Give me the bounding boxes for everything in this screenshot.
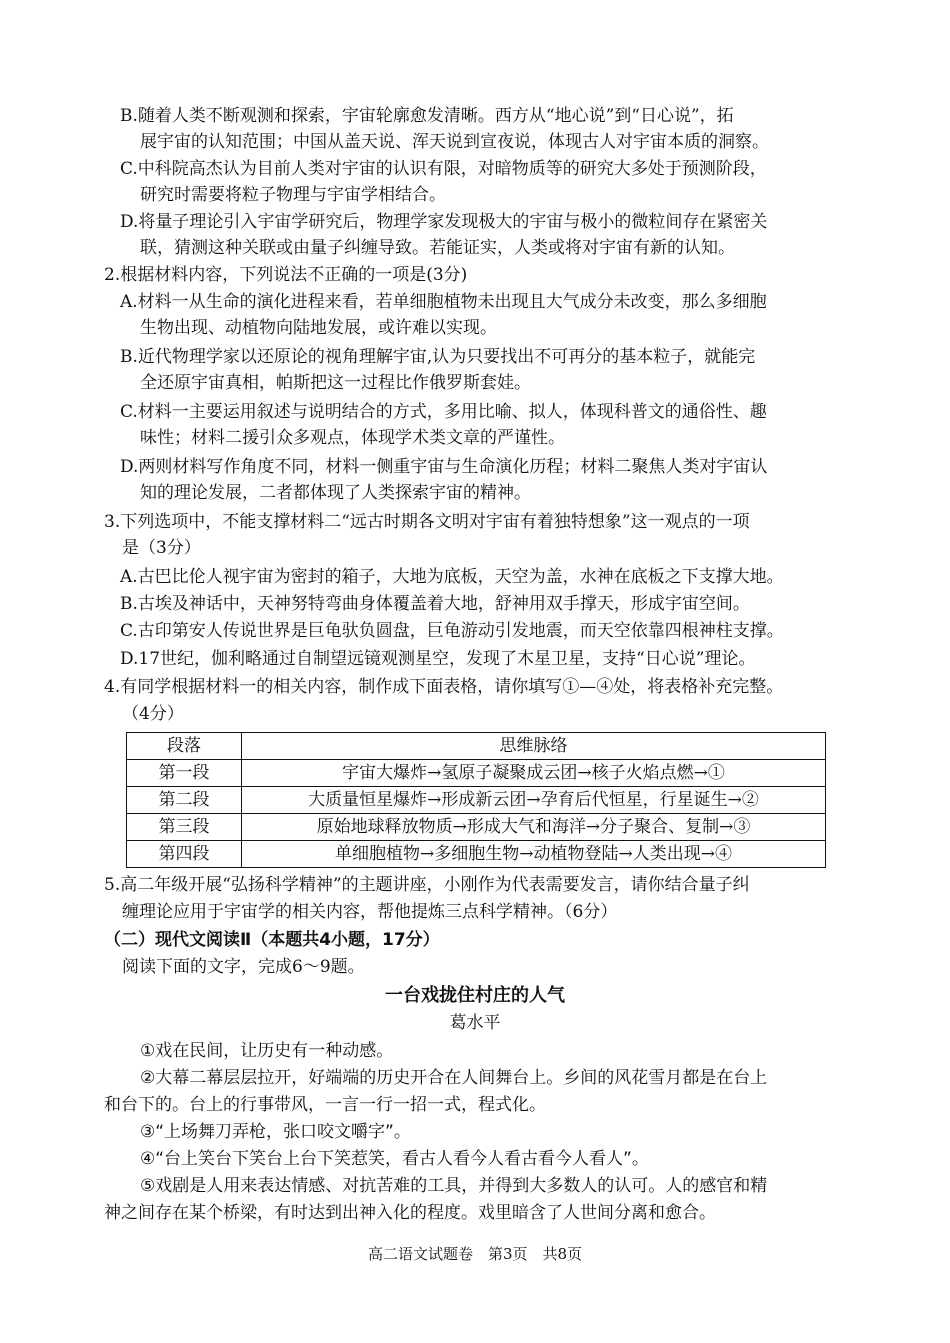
paragraph-5-line1: ⑤戏剧是人用来表达情感、对抗苦难的工具，并得到大多数人的认可。人的感官和精 <box>140 1176 768 1196</box>
table-cell: 第三段 <box>127 814 242 841</box>
q2-option-d-line2: 知的理论发展，二者都体现了人类探索宇宙的精神。 <box>140 483 531 503</box>
table-row <box>127 841 826 868</box>
table-header-cell: 段落 <box>127 733 242 760</box>
section-heading: （二）现代文阅读Ⅱ（本题共4小题，17分） <box>104 930 440 950</box>
table-cell: 原始地球释放物质→形成大气和海洋→分子聚合、复制→③ <box>242 814 826 841</box>
table-cell: 第二段 <box>127 787 242 814</box>
article-author: 葛水平 <box>449 1013 501 1033</box>
table-header-cell: 思维脉络 <box>242 733 826 760</box>
table-row <box>127 814 826 841</box>
q3-option-c: C.古印第安人传说世界是巨龟驮负圆盘，巨龟游动引发地震，而天空依靠四根神柱支撑。 <box>120 621 784 641</box>
q2-option-a-line2: 生物出现、动植物向陆地发展，或许难以实现。 <box>140 318 497 338</box>
paragraph-2-line2: 和台下的。台上的行事带风，一言一行一招一式，程式化。 <box>104 1095 546 1115</box>
table-cell: 单细胞植物→多细胞生物→动植物登陆→人类出现→④ <box>242 841 826 868</box>
page-footer: 高二语文试题卷 第3页 共8页 <box>367 1245 583 1263</box>
q5-line1: 5.高二年级开展“弘扬科学精神”的主题讲座，小刚作为代表需要发言，请你结合量子纠 <box>104 875 750 895</box>
table-cell: 宇宙大爆炸→氢原子凝聚成云团→核子火焰点燃→① <box>242 760 826 787</box>
q1-option-d-line2: 联，猜测这种关联或由量子纠缠导致。若能证实，人类或将对宇宙有新的认知。 <box>140 238 735 258</box>
paragraph-4: ④“台上笑台下笑台上台下笑惹笑，看古人看今人看古看今人看人”。 <box>140 1149 649 1169</box>
table-header-row <box>127 733 826 760</box>
q1-option-c-line1: C.中科院高杰认为目前人类对宇宙的认识有限，对暗物质等的研究大多处于预测阶段， <box>120 159 767 179</box>
q2-option-b-line2: 全还原宇宙真相，帕斯把这一过程比作俄罗斯套娃。 <box>140 373 531 393</box>
table-cell: 大质量恒星爆炸→形成新云团→孕育后代恒星，行星诞生→② <box>242 787 826 814</box>
q4-table <box>126 732 826 868</box>
paragraph-2-line1: ②大幕二幕层层拉开，好端端的历史开合在人间舞台上。乡间的风花雪月都是在台上 <box>140 1068 768 1088</box>
q2-option-c-line2: 味性；材料二援引众多观点，体现学术类文章的严谨性。 <box>140 428 565 448</box>
q1-option-c-line2: 研究时需要将粒子物理与宇宙学相结合。 <box>140 185 446 205</box>
q4-stem-line2: （4分） <box>122 704 184 724</box>
q1-option-d-line1: D.将量子理论引入宇宙学研究后，物理学家发现极大的宇宙与极小的微粒间存在紧密关 <box>120 212 768 232</box>
paragraph-1: ①戏在民间，让历史有一种动感。 <box>140 1041 394 1061</box>
paragraph-3: ③“上场舞刀弄枪，张口咬文嚼字”。 <box>140 1122 411 1142</box>
q2-option-b-line1: B.近代物理学家以还原论的视角理解宇宙,认为只要找出不可再分的基本粒子，就能完 <box>120 347 756 367</box>
section-instruction: 阅读下面的文字，完成6～9题。 <box>122 957 365 977</box>
q2-option-a-line1: A.材料一从生命的演化进程来看，若单细胞植物未出现且大气成分未改变，那么多细胞 <box>120 292 767 312</box>
q5-line2: 缠理论应用于宇宙学的相关内容，帮他提炼三点科学精神。（6分） <box>122 902 618 922</box>
q2-stem: 2.根据材料内容，下列说法不正确的一项是(3分) <box>104 265 468 285</box>
q2-option-d-line1: D.两则材料写作角度不同，材料一侧重宇宙与生命演化历程；材料二聚焦人类对宇宙认 <box>120 457 768 477</box>
q1-option-b-line2: 展宇宙的认知范围；中国从盖天说、浑天说到宣夜说，体现古人对宇宙本质的洞察。 <box>140 132 769 152</box>
q3-stem-line1: 3.下列选项中，不能支撑材料二“远古时期各文明对宇宙有着独特想象”这一观点的一项 <box>104 512 750 532</box>
q4-stem-line1: 4.有同学根据材料一的相关内容，制作成下面表格，请你填写①—④处，将表格补充完整。 <box>104 677 784 697</box>
article-title: 一台戏拢住村庄的人气 <box>385 985 565 1006</box>
q2-option-c-line1: C.材料一主要运用叙述与说明结合的方式，多用比喻、拟人，体现科普文的通俗性、趣 <box>120 402 767 422</box>
table-row <box>127 787 826 814</box>
table-row <box>127 760 826 787</box>
q3-option-a: A.古巴比伦人视宇宙为密封的箱子，大地为底板，天空为盖，水神在底板之下支撑大地。 <box>120 567 784 587</box>
q3-option-b: B.古埃及神话中，天神努特弯曲身体覆盖着大地，舒神用双手撑天，形成宇宙空间。 <box>120 594 750 614</box>
q3-stem-line2: 是（3分） <box>122 538 201 558</box>
table-cell: 第一段 <box>127 760 242 787</box>
q3-option-d: D.17世纪，伽利略通过自制望远镜观测星空，发现了木星卫星，支持“日心说”理论。 <box>120 649 756 669</box>
paragraph-5-line2: 神之间存在某个桥梁，有时达到出神入化的程度。戏里暗含了人世间分离和愈合。 <box>104 1203 716 1223</box>
table-cell: 第四段 <box>127 841 242 868</box>
q1-option-b-line1: B.随着人类不断观测和探索，宇宙轮廓愈发清晰。西方从“地心说”到“日心说”，拓 <box>120 106 734 126</box>
